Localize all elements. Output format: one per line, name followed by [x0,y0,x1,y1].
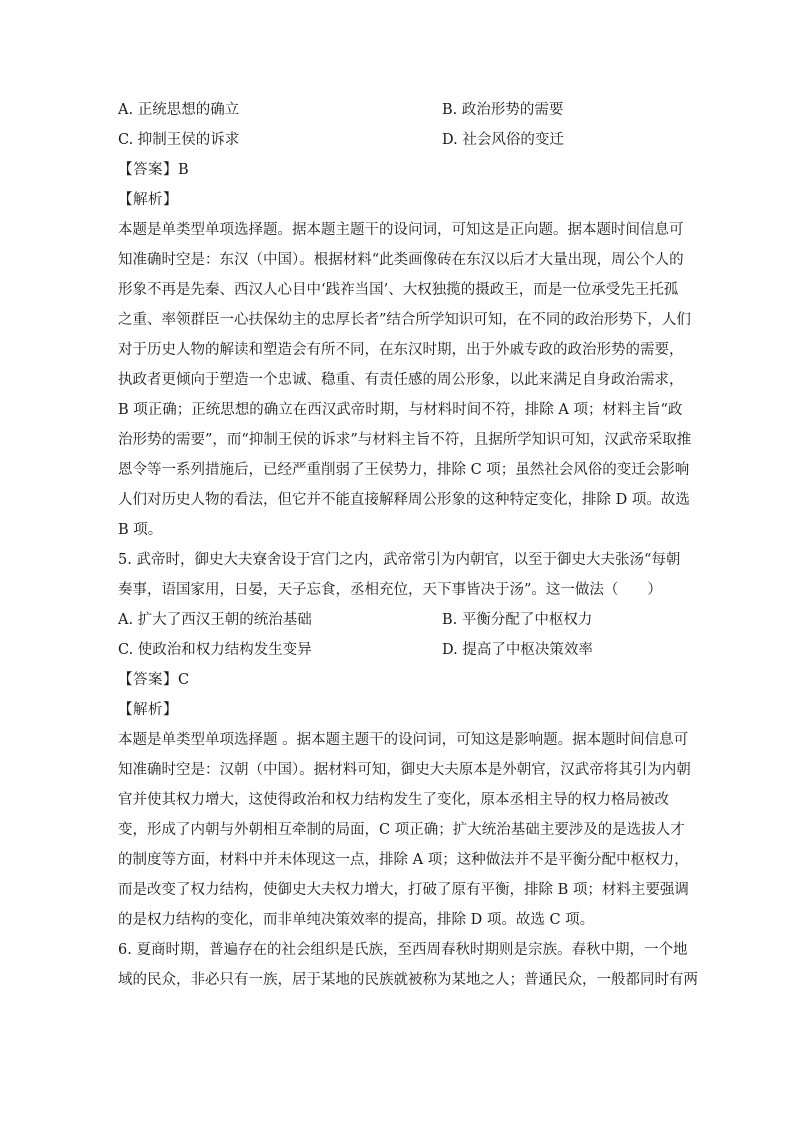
analysis-text [118,725,691,935]
text-line: 形象不再是先秦、西汉人心目中‘践祚当国’、大权独揽的摄政王，而是一位承受先王托孤 [118,282,679,298]
option-c: C. 使政治和权力结构发生变异 [118,642,312,658]
analysis-text [118,215,692,545]
analysis-label: 【解析】 [118,192,178,208]
text-line: 知准确时空是：汉朝（中国）。据材料可知，御史大夫原本是外朝官，汉武帝将其引为内朝 [118,762,691,778]
option-a: A. 扩大了西汉王朝的统治基础 [118,612,312,628]
text-line: 执政者更倾向于塑造一个忠诚、稳重、有责任感的周公形象，以此来满足自身政治需求， [118,372,684,388]
option-a: A. 正统思想的确立 [118,102,240,118]
text-line: 本题是单类型单项选择题 。据本题主题干的设问词，可知这是影响题。据本题时间信息可 [118,732,689,748]
option-c: C. 抑制王侯的诉求 [118,132,240,148]
text-line: 的制度等方面，材料中并未体现这一点，排除 A 项；这种做法并不是平衡分配中枢权力， [118,852,689,868]
options-row [118,125,678,155]
options-row [118,635,678,665]
text-line: 而是改变了权力结构，使御史大夫权力增大，打破了原有平衡，排除 B 项；材料主要强调 [118,882,689,898]
option-d: D. 社会风俗的变迁 [442,132,564,148]
option-b: B. 政治形势的需要 [442,102,564,118]
question-stem-line: 5. 武帝时，御史大夫寮舍设于宫门之内，武帝常引为内朝官，以至于御史大夫张汤“每朝 [118,552,681,568]
question-stem-line: 奏事，语国家用，日晏，天子忘食，丞相充位，天下事皆决于汤”。这一做法（ ） [118,582,662,598]
document-page [118,95,698,995]
text-line: 本题是单类型单项选择题。据本题主题干的设问词，可知这是正向题。据本题时间信息可 [118,222,684,238]
text-line: 之重、率领群臣一心扶保幼主的忠厚长者”结合所学知识可知，在不同的政治形势下，人们 [118,312,691,328]
option-d: D. 提高了中枢决策效率 [442,642,593,658]
text-line: 恩令等一系列措施后，已经严重削弱了王侯势力，排除 C 项；虽然社会风俗的变迁会影响 [118,462,690,478]
question-stem-line: 6. 夏商时期，普遍存在的社会组织是氏族，至西周春秋时期则是宗族。春秋中期，一个地 [118,942,688,958]
text-line: 变，形成了内朝与外朝相互牵制的局面，C 项正确；扩大统治基础主要涉及的是选拔人才 [118,822,685,838]
question-6-block [118,935,698,995]
text-line: 官并使其权力增大，这使得政治和权力结构发生了变化，原本丞相主导的权力格局被改 [118,792,669,808]
text-line: 知准确时空是：东汉（中国）。根据材料“此类画像砖在东汉以后才大量出现，周公个人的 [118,252,684,268]
answer-line: 【答案】B [118,162,190,178]
question-5-block [118,545,691,935]
question-stem-line: 域的民众，非必只有一族，居于某地的民族就被称为某地之人；普通民众，一般都同时有两 [118,972,698,988]
text-line: 对于历史人物的解读和塑造会有所不同，在东汉时期，出于外戚专政的政治形势的需要， [118,342,684,358]
text-line: 治形势的需要”，而“抑制王侯的诉求”与材料主旨不符，且据所学知识可知，汉武帝采取推 [118,432,692,448]
analysis-label: 【解析】 [118,702,178,718]
answer-line: 【答案】C [118,672,190,688]
text-line: 人们对历史人物的看法，但它并不能直接解释周公形象的这种特定变化，排除 D 项。故选 [118,492,690,508]
question-4-block [118,95,692,545]
text-line: 的是权力结构的变化，而非单纯决策效率的提高，排除 D 项。故选 C 项。 [118,912,595,928]
text-line: B 项。 [118,522,163,538]
options-row [118,95,678,125]
options-row [118,605,678,635]
text-line: B 项正确；正统思想的确立在西汉武帝时期，与材料时间不符，排除 A 项；材料主旨“政 [118,402,683,418]
option-b: B. 平衡分配了中枢权力 [442,612,593,628]
